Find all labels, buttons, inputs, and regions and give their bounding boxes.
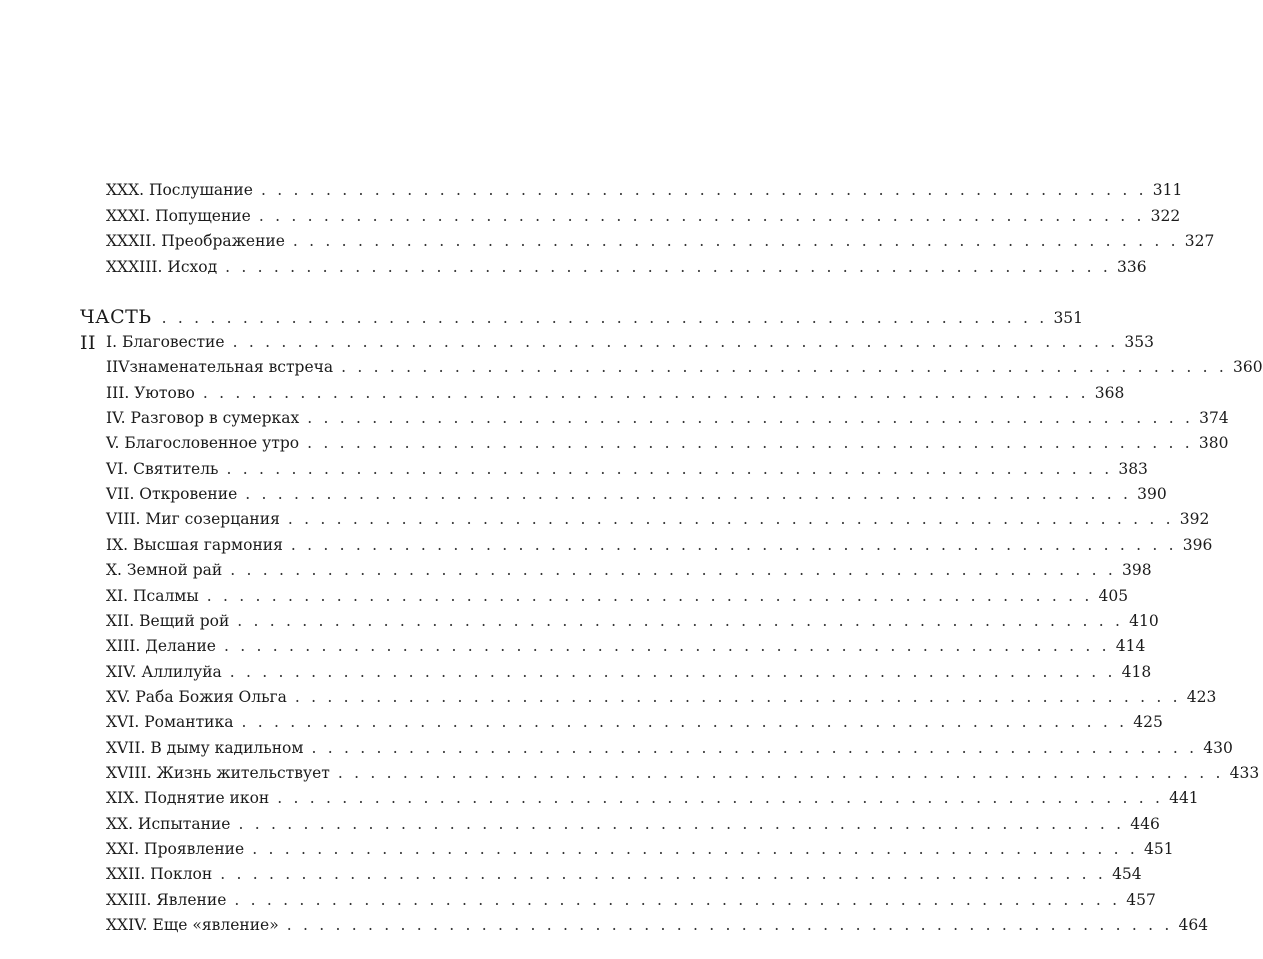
dot-leader: . . . . . . . . . . . . . . . . . . . . . . . . . . . . . . . . . . . . . . . . . . . . . . . . . . . . . . . bbox=[286, 916, 1173, 935]
toc-entry-title: XXIV. Еще «явление» bbox=[106, 916, 279, 935]
toc-entry bbox=[106, 585, 1129, 607]
toc-entry bbox=[106, 787, 1199, 809]
dot-leader: . . . . . . . . . . . . . . . . . . . . . . . . . . . . . . . . . . . . . . . . . . . . . . . . . . . . . . . bbox=[234, 890, 1121, 909]
dot-leader: . . . . . . . . . . . . . . . . . . . . . . . . . . . . . . . . . . . . . . . . . . . . . . . . . . . . . . . bbox=[341, 358, 1227, 377]
toc-entry-page-number: 392 bbox=[1179, 510, 1210, 529]
dot-leader: . . . . . . . . . . . . . . . . . . . . . . . . . . . . . . . . . . . . . . . . . . . . . . . . . . . . . . . bbox=[238, 814, 1125, 833]
dot-leader: . . . . . . . . . . . . . . . . . . . . . . . . . . . . . . . . . . . . . . . . . . . . . . . . . . . . . . . bbox=[206, 586, 1093, 605]
toc-entry-title: IX. Высшая гармония bbox=[106, 535, 283, 554]
dot-leader: . . . . . . . . . . . . . . . . . . . . . . . . . . . . . . . . . . . . . . . . . . . . . . . . . . . . . . . bbox=[260, 181, 1147, 199]
toc-entry-page-number: 336 bbox=[1117, 257, 1147, 276]
toc-entry bbox=[106, 534, 1213, 556]
toc-entry-title: XVII. В дыму кадильном bbox=[106, 738, 304, 757]
toc-entry bbox=[106, 914, 1209, 936]
toc-entry-title: X. Земной рай bbox=[106, 561, 223, 580]
dot-leader: . . . . . . . . . . . . . . . . . . . . . . . . . . . . . . . . . . . . . . . . . . . . . . . . . . . . . . . bbox=[229, 662, 1116, 681]
toc-entry bbox=[106, 863, 1142, 885]
toc-entry-title: VII. Откровение bbox=[106, 485, 238, 504]
toc-entry bbox=[106, 458, 1148, 480]
toc-entry-page-number: 398 bbox=[1122, 561, 1152, 580]
toc-entry bbox=[106, 382, 1125, 404]
toc-entry bbox=[106, 661, 1152, 683]
dot-leader: . . . . . . . . . . . . . . . . . . . . . . . . . . . . . . . . . . . . . . . . . . . . . . . . . . . . . . . bbox=[277, 789, 1164, 808]
toc-entry-title: XXXI. Попущение bbox=[106, 206, 251, 225]
toc-entry-title: XXIII. Явление bbox=[106, 890, 227, 909]
toc-entry-page-number: 430 bbox=[1203, 738, 1233, 757]
toc-entry-page-number: 327 bbox=[1184, 232, 1215, 250]
toc-entry bbox=[106, 737, 1233, 759]
toc-entry-page-number: 322 bbox=[1150, 206, 1181, 225]
dot-leader: . . . . . . . . . . . . . . . . . . . . . . . . . . . . . . . . . . . . . . . . . . . . . . . . . . . . . . . bbox=[241, 713, 1128, 732]
toc-entry-page-number: 454 bbox=[1112, 865, 1142, 884]
toc-entry bbox=[106, 432, 1229, 454]
toc-entry bbox=[106, 483, 1167, 505]
toc-entry-page-number: 405 bbox=[1098, 586, 1129, 605]
toc-entry-page-number: 311 bbox=[1152, 181, 1183, 199]
dot-leader: . . . . . . . . . . . . . . . . . . . . . . . . . . . . . . . . . . . . . . . . . . . . . . . . . . . . . . . bbox=[307, 409, 1194, 428]
toc-entry-page-number: 441 bbox=[1169, 789, 1199, 808]
toc-entry-page-number: 433 bbox=[1229, 763, 1260, 782]
toc-entry-page-number: 374 bbox=[1199, 409, 1229, 428]
toc-entry-title: XXI. Проявление bbox=[106, 840, 245, 858]
toc-entry-page-number: 457 bbox=[1126, 890, 1156, 909]
toc-entry bbox=[106, 407, 1229, 429]
dot-leader: . . . . . . . . . . . . . . . . . . . . . . . . . . . . . . . . . . . . . . . . . . . . . . . . . . . . . . . bbox=[294, 687, 1181, 706]
toc-entry bbox=[106, 762, 1260, 784]
toc-entry-title: XVI. Романтика bbox=[106, 713, 234, 732]
toc-entry-title: XXXIII. Исход bbox=[106, 257, 218, 276]
toc-entry bbox=[106, 889, 1156, 911]
dot-leader: . . . . . . . . . . . . . . . . . . . . . . . . . . . . . . . . . . . . . . . . . . . . . . . . . . . . . . . bbox=[202, 383, 1089, 402]
dot-leader: . . . . . . . . . . . . . . . . . . . . . . . . . . . . . . . . . . . . . . . . . . . . . . . . . . . . . . . bbox=[161, 309, 1048, 327]
toc-entry bbox=[106, 838, 1174, 860]
toc-entry-title: IV. Разговор в сумерках bbox=[106, 409, 300, 428]
toc-entry bbox=[106, 205, 1181, 227]
toc-entry-page-number: 390 bbox=[1137, 485, 1167, 504]
toc-entry-page-number: 425 bbox=[1133, 713, 1163, 732]
dot-leader: . . . . . . . . . . . . . . . . . . . . . . . . . . . . . . . . . . . . . . . . . . . . . . . . . . . . . . . bbox=[290, 535, 1177, 554]
dot-leader: . . . . . . . . . . . . . . . . . . . . . . . . . . . . . . . . . . . . . . . . . . . . . . . . . . . . . . . bbox=[237, 611, 1124, 630]
toc-entry-title: VI. Святитель bbox=[106, 459, 219, 478]
dot-leader: . . . . . . . . . . . . . . . . . . . . . . . . . . . . . . . . . . . . . . . . . . . . . . . . . . . . . . . bbox=[292, 232, 1179, 250]
toc-entry-title: XXX. Послушание bbox=[106, 181, 253, 199]
dot-leader: . . . . . . . . . . . . . . . . . . . . . . . . . . . . . . . . . . . . . . . . . . . . . . . . . . . . . . . bbox=[307, 434, 1193, 453]
toc-entry-page-number: 464 bbox=[1178, 916, 1209, 935]
toc-entry-title: XV. Раба Божия Ольга bbox=[106, 687, 287, 706]
toc-entry-page-number: 423 bbox=[1186, 687, 1217, 706]
toc-entry-page-number: 351 bbox=[1053, 309, 1084, 327]
toc-entry bbox=[106, 230, 1215, 252]
toc-entry bbox=[106, 813, 1160, 835]
toc-entry-page-number: 418 bbox=[1121, 662, 1152, 681]
toc-entry bbox=[106, 331, 1155, 353]
toc-entry bbox=[106, 256, 1147, 278]
toc-entry bbox=[106, 610, 1159, 632]
toc-entry-title: VIII. Миг созерцания bbox=[106, 510, 280, 529]
toc-entry bbox=[106, 559, 1152, 581]
toc-entry-title: V. Благословенное утро bbox=[106, 434, 300, 453]
toc-entry-page-number: 368 bbox=[1094, 383, 1125, 402]
toc-entry bbox=[106, 635, 1146, 657]
dot-leader: . . . . . . . . . . . . . . . . . . . . . . . . . . . . . . . . . . . . . . . . . . . . . . . . . . . . . . . bbox=[245, 485, 1132, 504]
dot-leader: . . . . . . . . . . . . . . . . . . . . . . . . . . . . . . . . . . . . . . . . . . . . . . . . . . . . . . . bbox=[230, 561, 1117, 580]
toc-entry-page-number: 396 bbox=[1182, 535, 1213, 554]
toc-entry-title: XXXII. Преображение bbox=[106, 232, 285, 250]
toc-entry bbox=[106, 686, 1217, 708]
toc-entry-title: XIX. Поднятие икон bbox=[106, 789, 270, 808]
toc-entry-title: XXII. Поклон bbox=[106, 865, 213, 884]
dot-leader: . . . . . . . . . . . . . . . . . . . . . . . . . . . . . . . . . . . . . . . . . . . . . . . . . . . . . . . bbox=[225, 257, 1111, 276]
toc-entry-title: XVIII. Жизнь жительствует bbox=[106, 763, 330, 782]
toc-entry-page-number: 446 bbox=[1130, 814, 1160, 833]
toc-entry-page-number: 383 bbox=[1118, 459, 1148, 478]
toc-entry bbox=[106, 711, 1163, 733]
dot-leader: . . . . . . . . . . . . . . . . . . . . . . . . . . . . . . . . . . . . . . . . . . . . . . . . . . . . . . . bbox=[287, 510, 1174, 529]
dot-leader: . . . . . . . . . . . . . . . . . . . . . . . . . . . . . . . . . . . . . . . . . . . . . . . . . . . . . . . bbox=[337, 763, 1224, 782]
dot-leader: . . . . . . . . . . . . . . . . . . . . . . . . . . . . . . . . . . . . . . . . . . . . . . . . . . . . . . . bbox=[252, 840, 1139, 858]
toc-entry bbox=[106, 356, 1263, 378]
toc-entry-title: XX. Испытание bbox=[106, 814, 231, 833]
toc-entry bbox=[106, 179, 1183, 201]
toc-entry-page-number: 410 bbox=[1129, 611, 1159, 630]
dot-leader: . . . . . . . . . . . . . . . . . . . . . . . . . . . . . . . . . . . . . . . . . . . . . . . . . . . . . . . bbox=[258, 206, 1145, 225]
toc-entry-title: ЧАСТЬ II bbox=[80, 306, 152, 354]
toc-entry-page-number: 353 bbox=[1124, 333, 1155, 351]
toc-entry-page-number: 360 bbox=[1233, 358, 1263, 377]
dot-leader: . . . . . . . . . . . . . . . . . . . . . . . . . . . . . . . . . . . . . . . . . . . . . . . . . . . . . . . bbox=[311, 738, 1198, 757]
toc-entry-page-number: 451 bbox=[1144, 840, 1174, 858]
toc-entry-page-number: 414 bbox=[1115, 637, 1146, 656]
toc-entry-page-number: 380 bbox=[1198, 434, 1229, 453]
toc-entry-title: III. Уютово bbox=[106, 383, 195, 402]
toc-entry-title: I. Благовестие bbox=[106, 333, 225, 351]
toc-entry-title: XIII. Делание bbox=[106, 637, 216, 656]
toc-entry-title: XII. Вещий рой bbox=[106, 611, 230, 630]
toc-entry-title: XI. Псалмы bbox=[106, 586, 199, 605]
toc-entry-title: XIV. Аллилуйа bbox=[106, 662, 222, 681]
dot-leader: . . . . . . . . . . . . . . . . . . . . . . . . . . . . . . . . . . . . . . . . . . . . . . . . . . . . . . . bbox=[220, 865, 1107, 884]
toc-entry-title: IIVзнаменательная встреча bbox=[106, 358, 334, 377]
dot-leader: . . . . . . . . . . . . . . . . . . . . . . . . . . . . . . . . . . . . . . . . . . . . . . . . . . . . . . . bbox=[226, 459, 1113, 478]
dot-leader: . . . . . . . . . . . . . . . . . . . . . . . . . . . . . . . . . . . . . . . . . . . . . . . . . . . . . . . bbox=[232, 333, 1119, 351]
dot-leader: . . . . . . . . . . . . . . . . . . . . . . . . . . . . . . . . . . . . . . . . . . . . . . . . . . . . . . . bbox=[223, 637, 1110, 656]
toc-entry bbox=[106, 508, 1210, 530]
